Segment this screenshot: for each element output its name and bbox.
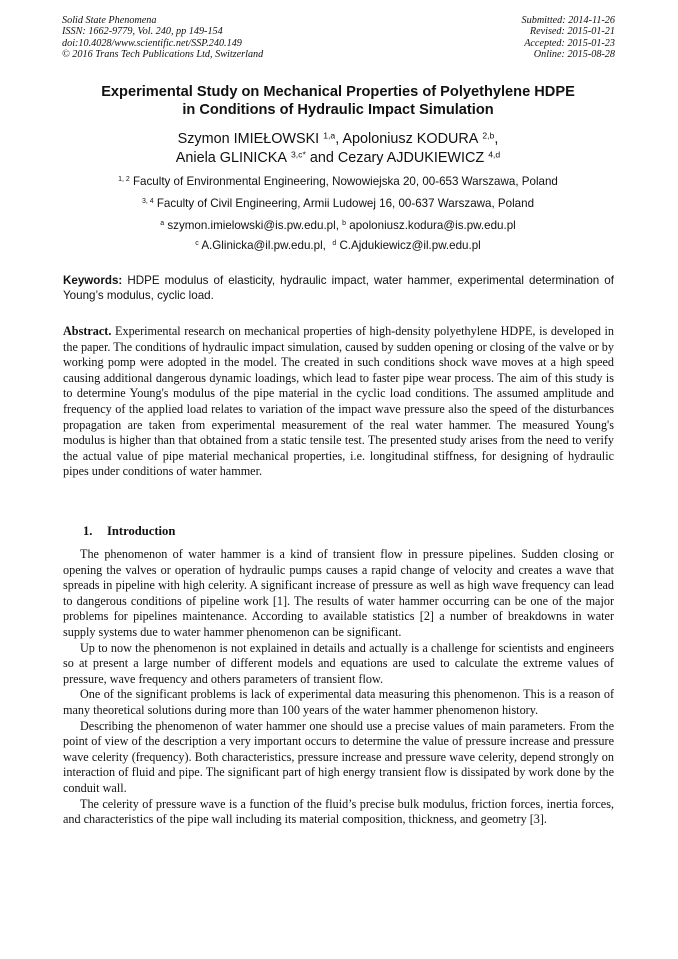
paper-title — [60, 83, 616, 119]
email-c-sup: c — [195, 240, 199, 248]
paragraph: One of the significant problems is lack of experimental data measuring this phenomenon. This is a reason of many theoretical solutions during more than 100 years of the water hammer phenomenon history. — [63, 687, 614, 717]
journal-issn: ISSN: 1662-9779, Vol. 240, pp 149-154 — [62, 26, 223, 38]
journal-name: Solid State Phenomena — [62, 15, 157, 26]
abstract-block — [63, 324, 614, 480]
keywords-block — [63, 273, 614, 304]
email-d-sup: d — [332, 240, 337, 248]
affiliation-1-sup: 1, 2 — [118, 176, 130, 184]
author-2-sup: 2,b — [482, 130, 495, 141]
date-accepted: Accepted: 2015-01-23 — [524, 37, 615, 49]
date-online: Online: 2015-08-28 — [533, 48, 615, 60]
author-3: Aniela GLINICKA — [175, 150, 287, 166]
email-a-sup: a — [160, 220, 165, 228]
paragraph: The celerity of pressure wave is a function of the fluid’s precise bulk modulus, friction forces, inertia forces, and characteristics of the pipe wall including its material composition, thickness, and geometry [3]. — [63, 796, 614, 827]
paragraph: The phenomenon of water hammer is a kind of transient flow in pressure pipelines. Sudden closing or opening the valves or operation of hydraulic pumps causes a rapid change of velocity and creates a wave that spreads in pipeline with high celerity. A significant increase of pressure as well as high wave frequency can lead to dangerous conditions of pipeline work [1]. The results of water hammer occurring can be one of the major problems for pipelines maintenance. According to available statistics [2] a number of breakdowns in water supply systems due to water hammer phenomenon can be significant. — [63, 547, 614, 639]
journal-copyright: © 2016 Trans Tech Publications Ltd, Switzerland — [62, 48, 264, 60]
authors-line-2 — [60, 149, 616, 168]
email-d[interactable]: C.Ajdukiewicz@il.pw.edu.pl — [339, 239, 481, 252]
emails-line-2 — [60, 239, 616, 252]
date-submitted: Submitted: 2014-11-26 — [521, 15, 615, 26]
authors-and: and — [309, 150, 334, 166]
date-revised: Revised: 2015-01-21 — [529, 26, 615, 38]
abstract-label: Abstract. — [63, 324, 112, 338]
author-1-sup: 1,a — [323, 130, 336, 141]
author-3-sup: 3,c* — [290, 149, 306, 160]
author-list — [60, 130, 616, 168]
journal-info — [62, 15, 263, 60]
author-1: Szymon IMIEŁOWSKI — [177, 131, 320, 147]
journal-doi: doi:10.4028/www.scientific.net/SSP.240.149 — [62, 37, 242, 49]
emails-line-1 — [60, 219, 616, 232]
title-line-1: Experimental Study on Mechanical Properties of Polyethylene HDPE — [101, 84, 575, 100]
author-2: Apoloniusz KODURA — [342, 131, 479, 147]
section-body — [63, 547, 614, 828]
affiliation-1 — [60, 175, 616, 188]
paragraph: Up to now the phenomenon is not explained in details and actually is a challenge for scientists and engineers so at present a large number of different models and equations are used to calculate the extreme values of pressure, wave frequency and others parameters of transient flow. — [63, 640, 614, 686]
title-line-2: in Conditions of Hydraulic Impact Simulation — [182, 102, 494, 118]
email-a[interactable]: szymon.imielowski@is.pw.edu.pl, — [167, 219, 339, 232]
publication-dates — [522, 15, 615, 60]
section-title: Introduction — [107, 524, 176, 538]
email-b[interactable]: apoloniusz.kodura@is.pw.edu.pl — [349, 219, 516, 232]
email-c[interactable]: A.Glinicka@il.pw.edu.pl, — [201, 239, 326, 252]
affiliation-1-text: Faculty of Environmental Engineering, Nowowiejska 20, 00-653 Warszawa, Poland — [132, 175, 558, 188]
keywords-label: Keywords: — [63, 274, 123, 287]
author-4-sup: 4,d — [488, 149, 501, 160]
email-b-sup: b — [342, 220, 347, 228]
paragraph: Describing the phenomenon of water hammer one should use a precise values of main parameters. From the point of view of the description a very important occurs to determine the value of pressure increase and pressure wave celerity (frequency). Both characteristics, pressure increase and pressure wave celerity, depend strongly on interaction of fluid and pipe. The significant part of high energy transient flow is dissipated by work done by the conduit wall. — [63, 718, 614, 795]
authors-line-1: Szymon IMIEŁOWSKI $^{1,a}$, Apoloniusz KODURA $^{2,b}$, — [177, 130, 499, 147]
affiliation-2 — [60, 197, 616, 210]
abstract-text: Experimental research on mechanical properties of high-density polyethylene HDPE, is developed in the paper. The conditions of hydraulic impact simulation, caused by sudden opening or closing of the valve or by working pomp were adopted in the model. The created in such conditions shock wave moves at a high speed causing additional dangerous dynamic loadings, which lead to faster pipe wear process. The aim of this study is to determine Young's modulus of the pipe material in the cyclic load conditions. The assumed amplitude and frequency of the applied load relates to variation of the impact wave pressure also the speed of the disturbances propagation are taken from experimental measurement of the real water hammer. The measured Young's modulus is higher than that obtained from a static tensile test. The presented study arises from the need to verify the actual value of pipe material mechanical properties, i.e. longitudinal stiffness, for designing of hydraulic pipes under conditions of water hammer. — [63, 324, 615, 479]
affiliation-2-text: Faculty of Civil Engineering, Armii Ludowej 16, 00-637 Warszawa, Poland — [156, 197, 535, 210]
affiliation-2-sup: 3, 4 — [141, 198, 154, 206]
section-number: 1. — [83, 524, 93, 538]
keywords-text: HDPE modulus of elasticity, hydraulic impact, water hammer, experimental determination of Young’s modulus, cyclic load. — [63, 274, 614, 303]
author-4: Cezary AJDUKIEWICZ — [337, 150, 485, 166]
section-heading — [83, 524, 175, 539]
